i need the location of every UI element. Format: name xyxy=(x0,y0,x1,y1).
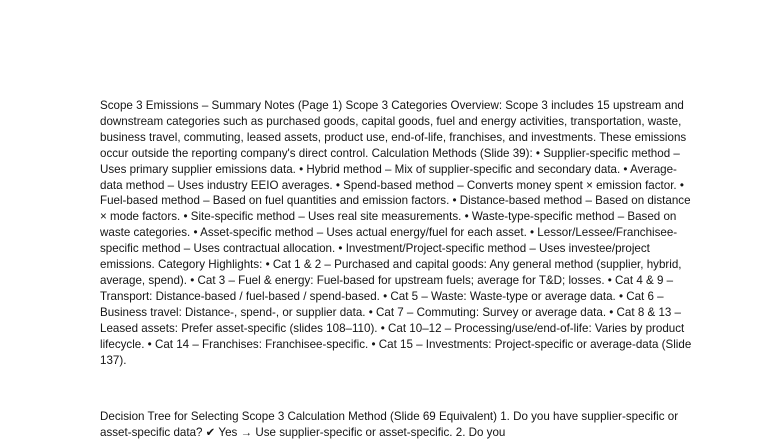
decision-tree-paragraph: Decision Tree for Selecting Scope 3 Calculation Method (Slide 69 Equivalent) 1. Do you have supplier-specific or asset-specific data? ✔ Yes → Use supplier-specific or asset-specific. 2. Do you xyxy=(100,410,679,439)
summary-notes-paragraph: Scope 3 Emissions – Summary Notes (Page 1) Scope 3 Categories Overview: Scope 3 includes 15 upstream and downstream categories such as purchased goods, capital goods, fuel and energy activities, transportation, waste, business travel, commuting, leased assets, product use, end-of-life, franchises, and investments. These emissions occur outside the reporting company's direct control. Calculation Methods (Slide 39): • Supplier-specific method – Uses primary supplier emissions data. • Hybrid method – Mix of supplier-specific and secondary data. • Average-data method – Uses industry EEIO averages. • Spend-based method – Converts money spent × emission factor. • Fuel-based method – Based on fuel quantities and emission factors. • Distance-based method – Based on distance × mode factors. • Site-specific method – Uses real site measurements. • Waste-type-specific method – Based on waste categories. • Asset-specific method – Uses actual energy/fuel for each asset. • Lessor/Lessee/Franchisee-specific method – Uses contractual allocation. • Investment/Project-specific method – Uses investee/project emissions. Category Highlights: • Cat 1 & 2 – Purchased and capital goods: Any general method (supplier, hybrid, average, spend). • Cat 3 – Fuel & energy: Fuel-based for upstream fuels; average for T&D; losses. • Cat 4 & 9 – Transport: Distance-based / fuel-based / spend-based. • Cat 5 – Waste: Waste-type or average data. • Cat 6 – Business travel: Distance-, spend-, or supplier data. • Cat 7 – Commuting: Survey or average data. • Cat 8 & 13 – Leased assets: Prefer asset-specific (slides 108–110). • Cat 10–12 – Processing/use/end-of-life: Varies by product lifecycle. • Cat 14 – Franchises: Franchisee-specific. • Cat 15 – Investments: Project-specific or average-data (Slide 137). xyxy=(100,99,692,367)
